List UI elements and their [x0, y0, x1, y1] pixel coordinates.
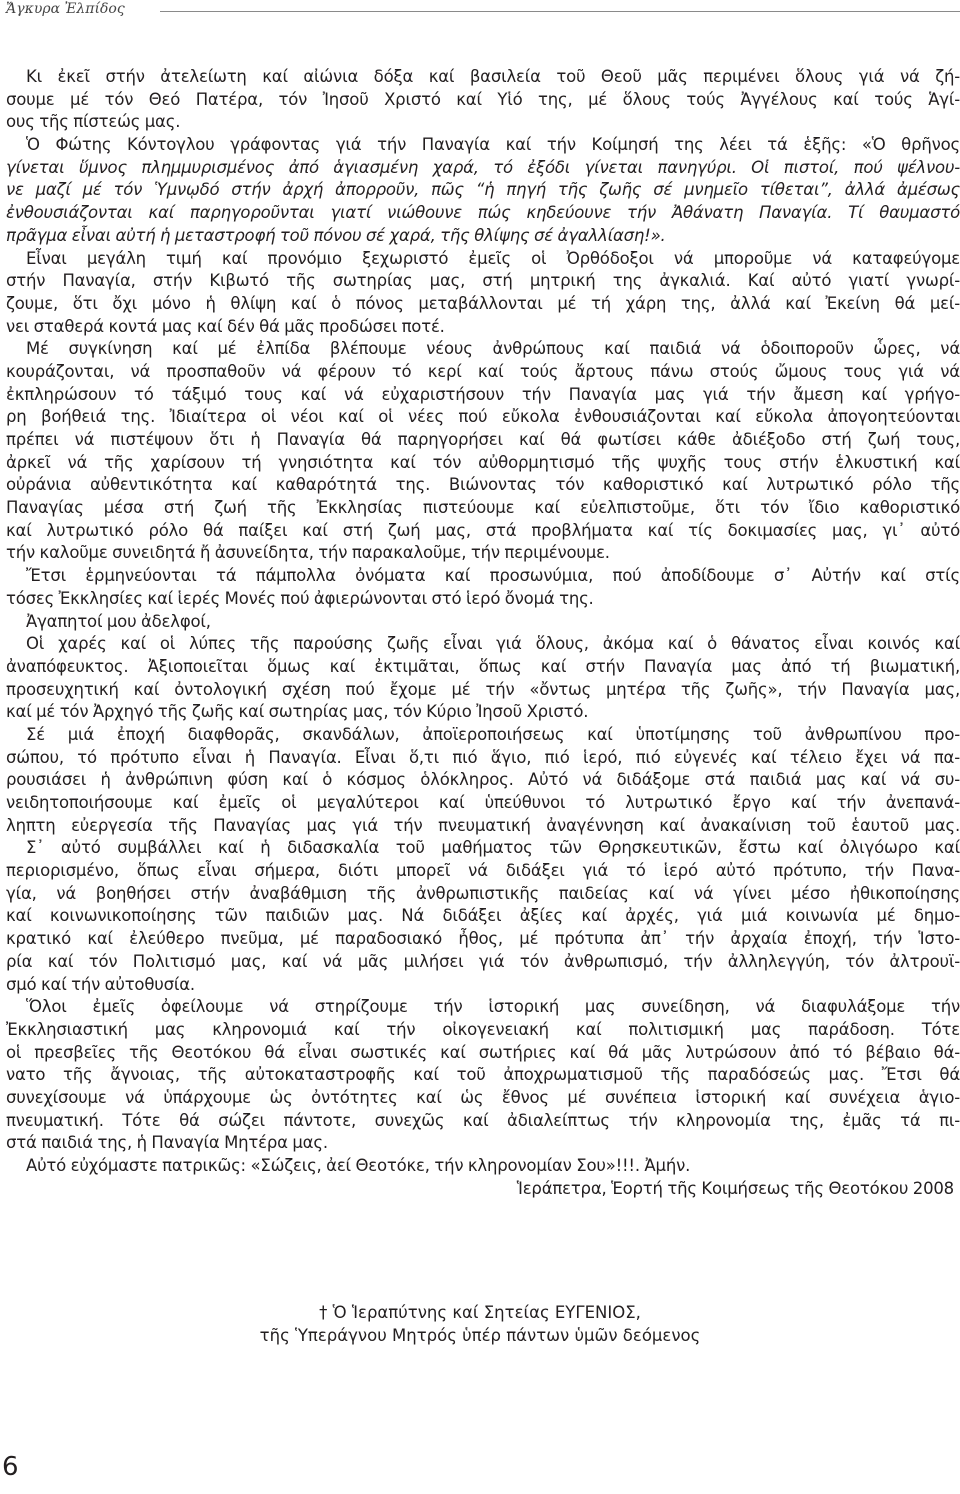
- text-line: Ἀγαπητοί μου ἀδελφοί,: [26, 611, 211, 631]
- text-line: στήν Παναγία, στήν Κιβωτό τῆς σωτηρίας μας, στή μητρική της ἀγκαλιά. Καί αὐτό γιατί γνωρί-: [6, 271, 960, 291]
- text-line: κρατικό καί ἐλεύθερο πνεῦμα, μέ παραδοσιακό ἦθος, μέ πρότυπα ἀπ᾽ τήν ἀρχαία ἐποχή, τήν Ἱστο-: [6, 929, 960, 949]
- text-line: νατο τῆς ἄγνοιας, τῆς αὐτοκαταστροφῆς καί τοῦ ἀποχρωματισμοῦ τῆς παραδόσεώς μας. Ἔτσι θά: [6, 1065, 960, 1085]
- text-line: ἐκπληρώσουν τό τάξιμό τους καί νά εὐχαριστήσουν τήν Παναγία μας γιά τήν ἄμεση καί γρήγο-: [6, 384, 960, 404]
- signature-title: τῆς Ὑπεράγνου Μητρός ὑπέρ πάντων ὑμῶν δεόμενος: [259, 1325, 701, 1345]
- text-line: Ἐκκλησιαστική μας κληρονομιά καί τήν οἰκογενειακή καί πολιτισμική μας παράδοση. Τότε: [6, 1019, 960, 1039]
- text-line: Ὅλοι ἐμεῖς ὀφείλουμε νά στηρίζουμε τήν ἱστορική μας συνείδηση, νά διαφυλάξομε τήν: [26, 997, 960, 1017]
- text-line: κουράζονται, νά προσπαθοῦν νά φέρουν τό κερί καί τούς ἄρτους πάνω στούς ὤμους τους γιά νά: [6, 361, 960, 381]
- text-line: στά παιδιά της, ἡ Παναγία Μητέρα μας.: [6, 1133, 328, 1153]
- page-number: 6: [2, 1452, 19, 1482]
- article-body: [0, 66, 960, 1200]
- text-line: Οἱ χαρές καί οἱ λύπες τῆς παρούσης ζωῆς εἶναι γιά ὅλους, ἀκόμα καί ὁ θάνατος εἶναι κοινός καί: [26, 634, 960, 654]
- text-line: γίνεται ὕμνος πλημμυρισμένος ἀπό ἁγιασμένη χαρά, τό ἐξόδι γίνεται πανηγύρι. Οἱ πιστοί, πού ψέλνου-: [6, 157, 960, 177]
- text-line: Αὐτό εὐχόμαστε πατρικῶς: «Σώζεις, ἀεί Θεοτόκε, τήν κληρονομίαν Σου»!!!. Ἀμήν.: [26, 1156, 691, 1175]
- text-line: προσευχητική καί ὀντολογική σχέση πού ἔχομε μέ τήν «ὄντως μητέρα τῆς ζωῆς», τήν Παναγία μας,: [6, 679, 960, 699]
- text-line: τόσες Ἐκκλησίες καί ἱερές Μονές πού ἀφιερώνονται στό ἱερό ὄνομά της.: [6, 588, 594, 608]
- text-line: Σ᾽ αὐτό συμβάλλει καί ἡ διδασκαλία τοῦ μαθήματος τῶν Θρησκευτικῶν, ἔστω καί ὀλιγόωρο καί: [26, 838, 960, 858]
- text-line: καί κοινωνικοποίησης τῶν παιδιῶν μας. Νά διδάξει ἀξίες καί ἀρχές, γιά μιά κοινωνία μέ δημο-: [6, 906, 960, 926]
- text-line: γία, νά βοηθήσει στήν ἀναβάθμιση τῆς ἀνθρωπιστικῆς παιδείας καί νά γίνει μέσο ἠθικοποίησης: [6, 883, 960, 903]
- text-line: ρία καί τόν Πολιτισμό μας, καί νά μᾶς μιλήσει γιά τόν ἀνθρωπισμό, τήν ἀλληλεγγύη, τόν ἀλτρουϊ-: [6, 951, 960, 971]
- text-line: ἀναπόφευκτος. Ἀξιοποιεῖται ὅμως καί ἐκτιμᾶται, ὅπως καί στήν Παναγία μας ἀπό τή βιωματική,: [6, 656, 960, 676]
- text-line: ρη βοήθειά της. Ἰδιαίτερα οἱ νέοι καί οἱ νέες πού εὔκολα ἐνθουσιάζονται καί εὔκολα ἀπογοητεύονται: [6, 407, 960, 427]
- text-line: ρουσιάσει ἡ ἀνθρώπινη φύση καί ὁ κόσμος ὁλόκληρος. Αὐτό νά διδάξομε στά παιδιά μας καί νά συ-: [6, 770, 960, 790]
- text-line: ους τῆς πίστεώς μας.: [6, 112, 181, 132]
- text-line: τήν καλοῦμε συνειδητά ἤ ἀσυνείδητα, τήν παρακαλοῦμε, τήν περιμένουμε.: [6, 543, 610, 563]
- running-title: Ἄγκυρα Ἐλπίδος: [6, 1, 125, 17]
- page-header: [0, 0, 960, 26]
- text-line: καί λυτρωτικό ρόλο θά παίξει καί στή ζωή μας, στά προβλήματα καί τίς δοκιμασίες μας, γι᾽ αὐτό: [6, 520, 960, 540]
- text-line: ζουμε, ὅτι ὄχι μόνο ἡ θλίψη καί ὁ πόνος μεταβάλλονται μέ τή χάρη της, ἀλλά καί Ἐκείνη θά μεί-: [6, 293, 960, 313]
- text-line: νε μαζί μέ τόν Ὑμνῳδό στήν ἀρχή ἀπορροῦν, πῶς “ἡ πηγή τῆς ζωῆς σέ μνημεῖο τίθεται”, ἀλλά ἀμέσως: [6, 180, 960, 200]
- text-line: Κι ἐκεῖ στήν ἀτελείωτη καί αἰώνια δόξα καί βασιλεία τοῦ Θεοῦ μᾶς περιμένει ὅλους γιά νά ζή-: [26, 67, 960, 86]
- text-line: σουμε μέ τόν Θεό Πατέρα, τόν Ἰησοῦ Χριστό καί Υἱό της, μέ ὅλους τούς Ἀγγέλους καί τούς Ἁγί-: [6, 89, 960, 109]
- text-line: Μέ συγκίνηση καί μέ ἐλπίδα βλέπουμε νέους ἀνθρώπους καί παιδιά νά ὁδοιποροῦν ὧρες, νά: [26, 339, 960, 359]
- signature-block: [0, 1301, 960, 1346]
- text-line: οἱ πρεσβεῖες τῆς Θεοτόκου θά εἶναι σωστικές καί σωτήριες καί θά μᾶς λυτρώσουν ἀπό τό βέβαιο θά-: [6, 1042, 960, 1062]
- text-line: ἀρκεῖ νά τῆς χαρίσουν τή γνησιότητα καί τόν αὐθορμητισμό τῆς ψυχῆς τους στήν ἑλκυστική καί: [6, 452, 960, 472]
- header-rule: [160, 11, 960, 12]
- text-line: νειδητοποιήσουμε καί ἐμεῖς οἱ μεγαλύτεροι καί ὑπεύθυνοι τό λυτρωτικό ἔργο καί τήν ἀνεπανά-: [6, 793, 960, 812]
- text-line: πνευματική. Τότε θά σώζει πάντοτε, συνεχῶς καί ἀδιαλείπτως τήν κληρονομία της, ἐμᾶς τά πι-: [6, 1110, 960, 1130]
- text-line: ἐνθουσιάζονται καί παρηγοροῦνται γιατί νιώθουνε πώς κηδεύουνε τήν Ἀθάνατη Παναγία. Τί θαυμαστό: [6, 203, 960, 223]
- text-line: Σέ μιά ἐποχή διαφθορᾶς, σκανδάλων, ἀποϊεροποιήσεως καί ὑποτίμησης τοῦ ἀνθρωπίνου προ-: [26, 724, 960, 744]
- text-line: Εἶναι μεγάλη τιμή καί προνόμιο ξεχωριστό ἐμεῖς οἱ Ὀρθόδοξοι νά μποροῦμε νά καταφεύγομε: [26, 248, 960, 268]
- date-line: Ἱεράπετρα, Ἑορτή τῆς Κοιμήσεως τῆς Θεοτόκου 2008: [516, 1178, 954, 1198]
- text-line: πρᾶγμα εἶναι αὐτή ἡ μεταστροφή τοῦ πόνου σέ χαρά, τῆς θλίψης σέ ἀγαλλίαση!».: [6, 225, 666, 245]
- text-line: σμό καί τήν αὐτοθυσία.: [6, 974, 195, 994]
- text-line: οὐράνια αὐθεντικότητα καί καθαρότητά της. Βιώνοντας τόν καθοριστικό καί λυτρωτικό ρόλο τῆς: [6, 475, 960, 495]
- text-line: συνεχίσουμε νά ὑπάρχουμε ὡς ὀντότητες καί ὡς ἔθνος μέ συνέπεια ἱστορική καί συνέχεια ἁγιο-: [6, 1087, 960, 1107]
- text-line: Ὁ Φώτης Κόντογλου γράφοντας γιά τήν Παναγία καί τήν Κοίμησή της λέει τά ἑξῆς: «Ὁ θρῆνος: [26, 135, 960, 155]
- text-line: πρέπει νά πιστέψουν ὅτι ἡ Παναγία θά παρηγορήσει καί θά φωτίσει κάθε ἀδιέξοδο στή ζωή τους,: [6, 430, 960, 449]
- text-line: Παναγίας μέσα στή ζωή τῆς Ἐκκλησίας πιστεύουμε καί εὐελπιστοῦμε, ὅτι τόν ἴδιο καθοριστικό: [6, 498, 960, 518]
- text-line: περιορισμένο, ὅπως εἶναι σήμερα, διότι μπορεῖ νά διδάξει γιά τό ἱερό αὐτό πρότυπο, τήν Πανα-: [6, 861, 960, 881]
- text-line: νει σταθερά κοντά μας καί δέν θά μᾶς προδώσει ποτέ.: [6, 316, 445, 336]
- text-line: Ἔτσι ἑρμηνεύονται τά πάμπολλα ὀνόματα καί προσωνύμια, πού ἀποδίδουμε σ᾽ Αὐτήν καί στίς: [26, 566, 960, 586]
- text-line: ληπτη εὐεργεσία τῆς Παναγίας μας γιά τήν πνευματική ἀναγέννηση καί ἀνακαίνιση τοῦ ἑαυτοῦ μας.: [6, 815, 960, 835]
- signature-name: † Ὁ Ἱεραπύτνης καί Σητείας ΕΥΓΕΝΙΟΣ,: [319, 1303, 641, 1322]
- text-line: καί μέ τόν Ἀρχηγό τῆς ζωῆς καί σωτηρίας μας, τόν Κύριο Ἰησοῦ Χριστό.: [6, 702, 589, 722]
- text-line: σώπου, τό πρότυπο εἶναι ἡ Παναγία. Εἶναι ὅ,τι πιό ἅγιο, πιό ἱερό, πιό εὐγενές καί τέλειο ἔχει νά πα-: [6, 747, 960, 767]
